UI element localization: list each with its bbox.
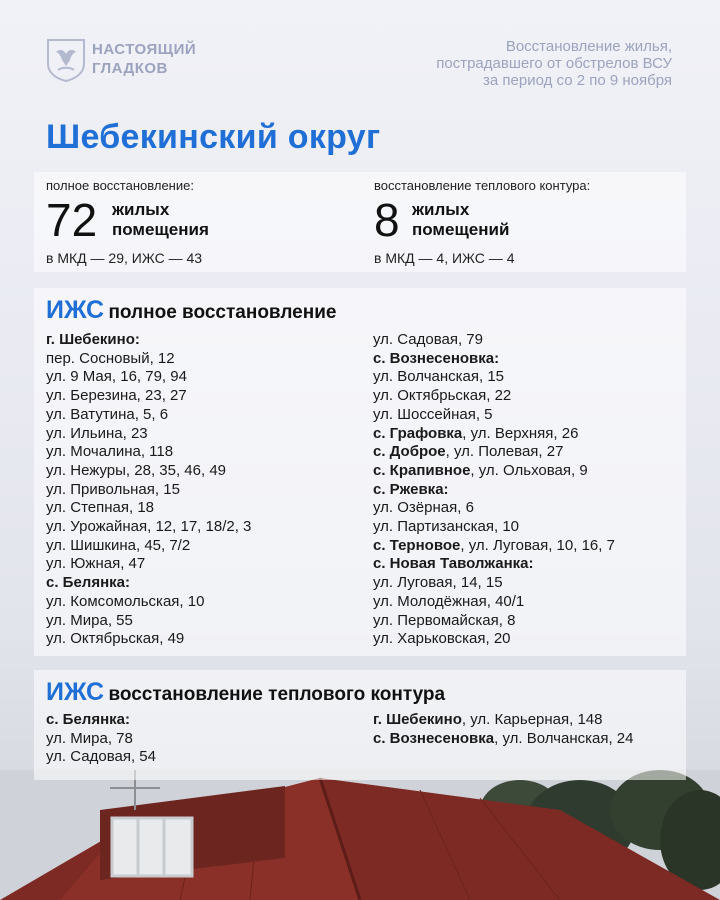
address-text: ул. Молодёжная, 40/1 bbox=[373, 592, 525, 610]
address-text: ул. Степная, 18 bbox=[46, 499, 155, 517]
address-text: , ул. Карьерная, 148 bbox=[461, 711, 603, 728]
address-text: , ул. Полевая, 27 bbox=[445, 443, 564, 461]
thermal-list-right bbox=[373, 711, 633, 748]
locality-name: с. Графовка bbox=[373, 424, 463, 442]
locality-name: г. Шебекино: bbox=[46, 331, 140, 348]
address-line bbox=[373, 574, 615, 593]
address-text: , ул. Луговая, 10, 16, 7 bbox=[460, 536, 615, 554]
locality-name: с. Вознесеновка bbox=[373, 729, 495, 747]
address-text: ул. Комсомольская, 10 bbox=[46, 592, 205, 610]
address-text: , ул. Волчанская, 24 bbox=[494, 729, 634, 747]
full-list-right bbox=[373, 331, 615, 649]
stat-thermal bbox=[374, 172, 694, 272]
period-line3: за период со 2 по 9 ноября bbox=[483, 72, 672, 89]
address-line bbox=[373, 462, 615, 481]
address-line bbox=[46, 406, 251, 425]
address-line bbox=[373, 630, 615, 649]
stat-full-unit bbox=[112, 200, 209, 240]
stat-full-number: 72 bbox=[46, 194, 98, 246]
address-text: пер. Сосновый, 12 bbox=[46, 349, 175, 367]
logo-text bbox=[92, 40, 222, 78]
address-text: ул. Садовая, 54 bbox=[46, 748, 156, 766]
address-line bbox=[373, 425, 615, 444]
locality-name: с. Новая Таволжанка: bbox=[373, 555, 534, 573]
address-line bbox=[46, 425, 251, 444]
address-line bbox=[373, 730, 633, 749]
address-text: ул. Южная, 47 bbox=[46, 555, 146, 573]
address-text: ул. Мира, 55 bbox=[46, 611, 133, 629]
address-line bbox=[373, 518, 615, 537]
address-text: ул. Ильина, 23 bbox=[46, 424, 148, 442]
locality-name: с. Белянка: bbox=[46, 711, 130, 728]
full-restoration-panel bbox=[34, 288, 686, 656]
locality-name: с. Крапивное bbox=[373, 461, 471, 479]
period-line1: Восстановление жилья, bbox=[505, 38, 672, 55]
address-text: ул. Шоссейная, 5 bbox=[373, 405, 493, 423]
house-photo bbox=[0, 770, 720, 900]
thermal-list-left bbox=[46, 711, 156, 767]
address-text: ул. Нежуры, 28, 35, 46, 49 bbox=[46, 461, 226, 479]
address-line bbox=[46, 555, 251, 574]
header bbox=[0, 0, 720, 110]
address-text: ул. Первомайская, 8 bbox=[373, 611, 516, 629]
address-line bbox=[46, 711, 156, 730]
locality-name: г. Шебекино bbox=[373, 711, 462, 728]
stat-full-detail: в МКД — 29, ИЖС — 43 bbox=[46, 250, 203, 266]
address-text: ул. 9 Мая, 16, 79, 94 bbox=[46, 368, 187, 386]
stats-panel bbox=[34, 172, 686, 272]
address-line bbox=[46, 387, 251, 406]
address-text: , ул. Ольховая, 9 bbox=[470, 461, 588, 479]
stat-thermal-number: 8 bbox=[374, 194, 400, 246]
address-text: ул. Садовая, 79 bbox=[373, 331, 483, 348]
address-line bbox=[373, 368, 615, 387]
address-text: ул. Октябрьская, 22 bbox=[373, 387, 512, 405]
stat-thermal-unit-line2: помещений bbox=[412, 220, 510, 239]
address-text: ул. Ватутина, 5, 6 bbox=[46, 405, 169, 423]
stat-thermal-unit-line1: жилых bbox=[412, 200, 470, 219]
full-heading-rest: полное восстановление bbox=[108, 302, 337, 323]
locality-name: с. Терновое bbox=[373, 536, 461, 554]
address-text: ул. Луговая, 14, 15 bbox=[373, 574, 503, 592]
stat-full bbox=[46, 172, 366, 272]
address-line bbox=[46, 730, 156, 749]
address-text: ул. Мочалина, 118 bbox=[46, 443, 174, 461]
address-line bbox=[46, 574, 251, 593]
address-line bbox=[46, 443, 251, 462]
thermal-restoration-panel bbox=[34, 670, 686, 780]
logo-line1: НАСТОЯЩИЙ bbox=[92, 41, 197, 58]
locality-name: с. Белянка: bbox=[46, 574, 130, 592]
address-text: ул. Харьковская, 20 bbox=[373, 630, 511, 648]
address-line bbox=[46, 748, 156, 767]
full-heading-strong: ИЖС bbox=[46, 296, 104, 324]
period-line2: пострадавшего от обстрелов ВСУ bbox=[436, 55, 672, 72]
address-line bbox=[46, 499, 251, 518]
address-line bbox=[46, 331, 251, 350]
address-line bbox=[46, 593, 251, 612]
address-line bbox=[46, 537, 251, 556]
address-line bbox=[46, 518, 251, 537]
address-line bbox=[373, 387, 615, 406]
address-line bbox=[373, 406, 615, 425]
address-line bbox=[46, 350, 251, 369]
full-restoration-heading bbox=[46, 296, 336, 325]
locality-name: с. Вознесеновка: bbox=[373, 349, 500, 367]
logo-line2: ГЛАДКОВ bbox=[92, 60, 168, 77]
stat-full-unit-line2: помещения bbox=[112, 220, 209, 239]
locality-name: с. Доброе bbox=[373, 443, 446, 461]
address-line bbox=[373, 555, 615, 574]
address-line bbox=[46, 630, 251, 649]
address-line bbox=[373, 443, 615, 462]
address-text: , ул. Верхняя, 26 bbox=[462, 424, 579, 442]
address-text: ул. Урожайная, 12, 17, 18/2, 3 bbox=[46, 518, 252, 536]
address-text: ул. Партизанская, 10 bbox=[373, 518, 520, 536]
locality-name: с. Ржевка: bbox=[373, 480, 449, 498]
stat-thermal-detail: в МКД — 4, ИЖС — 4 bbox=[374, 250, 515, 266]
address-text: ул. Мира, 78 bbox=[46, 729, 133, 747]
address-line bbox=[46, 481, 251, 500]
stat-full-label: полное восстановление: bbox=[46, 178, 194, 193]
thermal-heading-rest: восстановление теплового контура bbox=[108, 684, 446, 705]
stat-thermal-unit bbox=[412, 200, 509, 240]
thermal-heading-strong: ИЖС bbox=[46, 678, 104, 706]
address-line bbox=[373, 481, 615, 500]
address-line bbox=[46, 612, 251, 631]
address-text: ул. Березина, 23, 27 bbox=[46, 387, 187, 405]
address-text: ул. Озёрная, 6 bbox=[373, 499, 474, 517]
address-text: ул. Привольная, 15 bbox=[46, 480, 180, 498]
stat-thermal-label: восстановление теплового контура: bbox=[374, 178, 591, 193]
page-title: Шебекинский округ bbox=[46, 118, 381, 156]
address-line bbox=[373, 350, 615, 369]
address-line bbox=[373, 537, 615, 556]
address-text: ул. Волчанская, 15 bbox=[373, 368, 505, 386]
address-text: ул. Октябрьская, 49 bbox=[46, 630, 185, 648]
address-line bbox=[46, 462, 251, 481]
address-line bbox=[373, 593, 615, 612]
full-list-left bbox=[46, 331, 251, 649]
address-line bbox=[373, 711, 633, 730]
period-caption bbox=[352, 38, 672, 89]
address-text: ул. Шишкина, 45, 7/2 bbox=[46, 536, 191, 554]
eagle-emblem-icon bbox=[46, 38, 86, 82]
address-line bbox=[373, 499, 615, 518]
address-line bbox=[373, 331, 615, 350]
stat-full-unit-line1: жилых bbox=[112, 200, 170, 219]
thermal-restoration-heading bbox=[46, 678, 445, 707]
address-line bbox=[373, 612, 615, 631]
address-line bbox=[46, 368, 251, 387]
